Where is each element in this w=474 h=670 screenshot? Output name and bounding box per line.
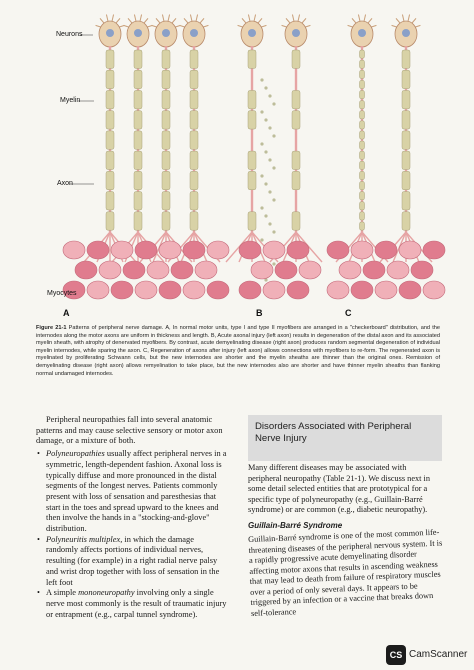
myelin-segment <box>134 50 142 68</box>
myelin-segment <box>402 70 410 88</box>
myelin-segment <box>292 50 300 68</box>
myelin-debris <box>272 102 275 105</box>
myelin-segment <box>190 111 198 129</box>
myocyte <box>159 281 181 299</box>
list-item-term: mononeuropathy <box>78 588 135 598</box>
myelin-segment <box>162 192 170 210</box>
myelin-segment <box>360 171 365 179</box>
myocyte <box>351 241 373 259</box>
myocyte <box>147 261 169 279</box>
myocyte <box>183 241 205 259</box>
myelin-segment <box>360 222 365 230</box>
neuron-nucleus <box>358 29 366 37</box>
myocyte <box>287 281 309 299</box>
myocyte <box>111 281 133 299</box>
myelin-segment <box>360 151 365 159</box>
myelin-segment <box>190 90 198 108</box>
myelin-debris <box>260 142 263 145</box>
myocyte <box>239 281 261 299</box>
myelin-segment <box>162 151 170 169</box>
myocyte <box>263 241 285 259</box>
myelin-segment <box>402 131 410 149</box>
myelin-segment <box>292 111 300 129</box>
myocyte <box>351 281 373 299</box>
myocyte <box>87 281 109 299</box>
myelin-segment <box>360 141 365 149</box>
myelin-segment <box>106 50 114 68</box>
myelin-segment <box>360 192 365 200</box>
myelin-segment <box>360 161 365 169</box>
myelin-segment <box>134 171 142 189</box>
myelin-segment <box>190 50 198 68</box>
myelin-segment <box>162 131 170 149</box>
myelin-label: Myelin <box>60 97 81 104</box>
panel-c-label: C <box>345 308 352 318</box>
myocyte <box>239 241 261 259</box>
myocyte <box>159 241 181 259</box>
neuron-nucleus <box>248 29 256 37</box>
myelin-debris <box>268 190 271 193</box>
myelin-segment <box>106 212 114 230</box>
myocyte <box>135 241 157 259</box>
myelin-debris <box>260 78 263 81</box>
myelin-segment <box>248 212 256 230</box>
myelin-segment <box>190 192 198 210</box>
myocyte <box>423 241 445 259</box>
list-item-text: in which the damage randomly affects portions of individual nerves, resulting (for example) in a right radial nerve palsy and wrist drop together with loss of sensation in the left foot <box>46 534 220 587</box>
myocyte <box>399 281 421 299</box>
neuron-diagram <box>84 15 432 282</box>
myelin-segment <box>134 192 142 210</box>
myelin-segment <box>106 192 114 210</box>
myelin-debris <box>268 158 271 161</box>
myelin-debris <box>264 118 267 121</box>
neurons-label: Neurons <box>56 31 83 38</box>
myocyte <box>87 241 109 259</box>
myocyte <box>207 241 229 259</box>
section-intro-paragraph: Many different diseases may be associated with peripheral neuropathy (Table 21-1). We discuss next in some detail selected entities that are prototypical for a specific type of polyneuropathy (e.g., Guillain-Barré syndrome) or are common (e.g., diabetic neuropathy). <box>248 463 430 514</box>
myelin-segment <box>190 131 198 149</box>
myelin-segment <box>402 171 410 189</box>
myelin-segment <box>106 111 114 129</box>
myelin-segment <box>106 151 114 169</box>
myelin-segment <box>360 70 365 78</box>
myocyte <box>339 261 361 279</box>
caption-figure-number: Figure 21-1 <box>36 325 67 331</box>
myelin-segment <box>292 151 300 169</box>
myelin-segment <box>134 90 142 108</box>
myocyte <box>327 281 349 299</box>
panel-b-label: B <box>256 308 263 318</box>
myocytes-label: Myocytes <box>47 290 77 297</box>
list-item-term: Polyneuropathies <box>46 449 105 459</box>
myelin-segment <box>190 212 198 230</box>
myelin-segment <box>360 90 365 98</box>
myelin-debris <box>272 198 275 201</box>
myelin-segment <box>402 151 410 169</box>
myelin-debris <box>264 214 267 217</box>
myelin-segment <box>248 171 256 189</box>
myelin-debris <box>260 110 263 113</box>
list-item <box>46 449 228 535</box>
myelin-segment <box>292 90 300 108</box>
neuron-nucleus <box>292 29 300 37</box>
myelin-debris <box>260 238 263 241</box>
myelin-segment <box>402 50 410 68</box>
myelin-segment <box>134 70 142 88</box>
camscanner-watermark: CamScanner <box>409 649 468 660</box>
neuron-nucleus <box>162 29 170 37</box>
myocyte <box>135 281 157 299</box>
myelin-segment <box>134 151 142 169</box>
myocyte <box>275 261 297 279</box>
myelin-segment <box>106 70 114 88</box>
myelin-segment <box>190 171 198 189</box>
panel-a-label: A <box>63 308 70 318</box>
myelin-segment <box>292 212 300 230</box>
myelin-segment <box>402 212 410 230</box>
myelin-segment <box>360 121 365 129</box>
myelin-debris <box>264 182 267 185</box>
axon-label: Axon <box>57 180 73 187</box>
myelin-segment <box>360 131 365 139</box>
list-item <box>46 535 228 589</box>
myocyte <box>183 281 205 299</box>
myocyte <box>99 261 121 279</box>
caption-text: Patterns of peripheral nerve damage. A, In normal motor units, type I and type II myofibers are arranged in a "checkerboard" distribution, and the internodes along the motor axons are uniform in thickness and length. B, Acute axonal injury (left axon) results in degeneration of the distal axon and its associated myelin sheath, with atrophy of denervated myofibers. By contrast, acute demyelinating disease (right axon) produces random segmental degeneration of individual myelin internodes, while sparing the axon. C, Regeneration of axons after injury (left axon) allows connections with myofibers to re-form. The regenerated axon is myelinated by proliferating Schwann cells, but the new internodes are shorter and the myelin sheaths are thinner than the original ones. Remission of demyelinating disease (right axon) allows remyelination to take place, but the new internodes also are shorter and have thinner myelin sheaths than flanking normal undamaged internodes. <box>36 325 440 377</box>
list-item-term: Polyneuritis multiplex, <box>46 534 123 544</box>
myelin-segment <box>162 70 170 88</box>
myelin-debris <box>272 262 275 265</box>
myocyte <box>195 261 217 279</box>
myelin-segment <box>134 111 142 129</box>
myelin-debris <box>272 134 275 137</box>
myocyte <box>63 241 85 259</box>
myelin-debris <box>260 206 263 209</box>
myelin-segment <box>292 171 300 189</box>
myelin-segment <box>360 80 365 88</box>
myocyte <box>207 281 229 299</box>
subsection-body: Guillain-Barré syndrome is one of the most common life-threatening diseases of the peripheral nervous system. It is a rapidly progressive acute demyelinating disorder affecting motor axons that results in ascending weakness that may lead to death from failure of respiratory muscles over a period of only several days. It appears to be triggered by an infection or a vaccine that breaks down self-tolerance <box>248 527 443 618</box>
myocyte <box>375 241 397 259</box>
myelin-segment <box>248 111 256 129</box>
subsection-heading: Guillain-Barré Syndrome <box>248 521 343 530</box>
neuron-nucleus <box>106 29 114 37</box>
myelin-segment <box>360 212 365 220</box>
myocyte <box>263 281 285 299</box>
myelin-debris <box>268 222 271 225</box>
neuron-nucleus <box>134 29 142 37</box>
myelin-segment <box>248 151 256 169</box>
myelin-segment <box>360 202 365 210</box>
myelin-debris <box>264 86 267 89</box>
myelin-debris <box>272 230 275 233</box>
myelin-segment <box>360 50 365 58</box>
myocyte <box>171 261 193 279</box>
myocyte <box>287 241 309 259</box>
list-item <box>46 588 228 620</box>
myelin-segment <box>134 131 142 149</box>
myelin-segment <box>360 111 365 119</box>
myelin-debris <box>268 94 271 97</box>
myocyte <box>251 261 273 279</box>
myocyte <box>375 281 397 299</box>
left-intro-paragraph: Peripheral neuropathies fall into several anatomic patterns and may cause selective sensory or motor axon damage, or a mixture of both. <box>36 415 223 446</box>
camscanner-logo-icon: CS <box>386 645 406 665</box>
section-heading: Disorders Associated with Peripheral Nerve Injury <box>248 415 442 461</box>
myelin-segment <box>360 181 365 189</box>
myocyte <box>123 261 145 279</box>
myelin-segment <box>162 171 170 189</box>
myelin-debris <box>264 150 267 153</box>
neuron-nucleus <box>402 29 410 37</box>
myelin-segment <box>106 171 114 189</box>
myelin-segment <box>134 212 142 230</box>
myocyte <box>387 261 409 279</box>
myocyte <box>423 281 445 299</box>
myocyte <box>111 241 133 259</box>
myelin-segment <box>360 60 365 68</box>
myelin-segment <box>402 192 410 210</box>
myelin-segment <box>190 151 198 169</box>
myocyte-layer <box>63 241 445 299</box>
left-text-column <box>36 415 228 620</box>
myelin-segment <box>106 131 114 149</box>
myelin-segment <box>248 50 256 68</box>
myelin-segment <box>162 111 170 129</box>
myelin-segment <box>162 50 170 68</box>
myelin-segment <box>162 90 170 108</box>
myelin-segment <box>402 111 410 129</box>
figure-caption <box>36 325 440 378</box>
list-item-text: involving only a single nerve most commonly is the result of traumatic injury or entrapment (e.g., carpal tunnel syndrome). <box>46 588 227 619</box>
myelin-segment <box>402 90 410 108</box>
myelin-debris <box>268 126 271 129</box>
myocyte <box>363 261 385 279</box>
myocyte <box>411 261 433 279</box>
neuron-nucleus <box>190 29 198 37</box>
list-item-text: usually affect peripheral nerves in a symmetric, length-dependent fashion. Axonal loss is typically diffuse and more pronounced in the distal segments of the longest nerves. Patients commonly present with loss of sensation and paresthesias that start in the toes and spread upward to the knees and then involve the hands in a "stocking-and-glove" distribution. <box>46 449 227 534</box>
neuropathy-pattern-list <box>36 449 228 620</box>
myelin-segment <box>248 90 256 108</box>
myelin-debris <box>272 166 275 169</box>
nerve-damage-figure <box>0 0 474 320</box>
list-item-prefix: A simple <box>46 588 77 598</box>
myelin-segment <box>360 101 365 109</box>
myocyte <box>327 241 349 259</box>
myelin-segment <box>190 70 198 88</box>
myelin-segment <box>162 212 170 230</box>
myelin-debris <box>260 174 263 177</box>
myocyte <box>75 261 97 279</box>
myelin-segment <box>106 90 114 108</box>
myocyte <box>399 241 421 259</box>
myocyte <box>299 261 321 279</box>
